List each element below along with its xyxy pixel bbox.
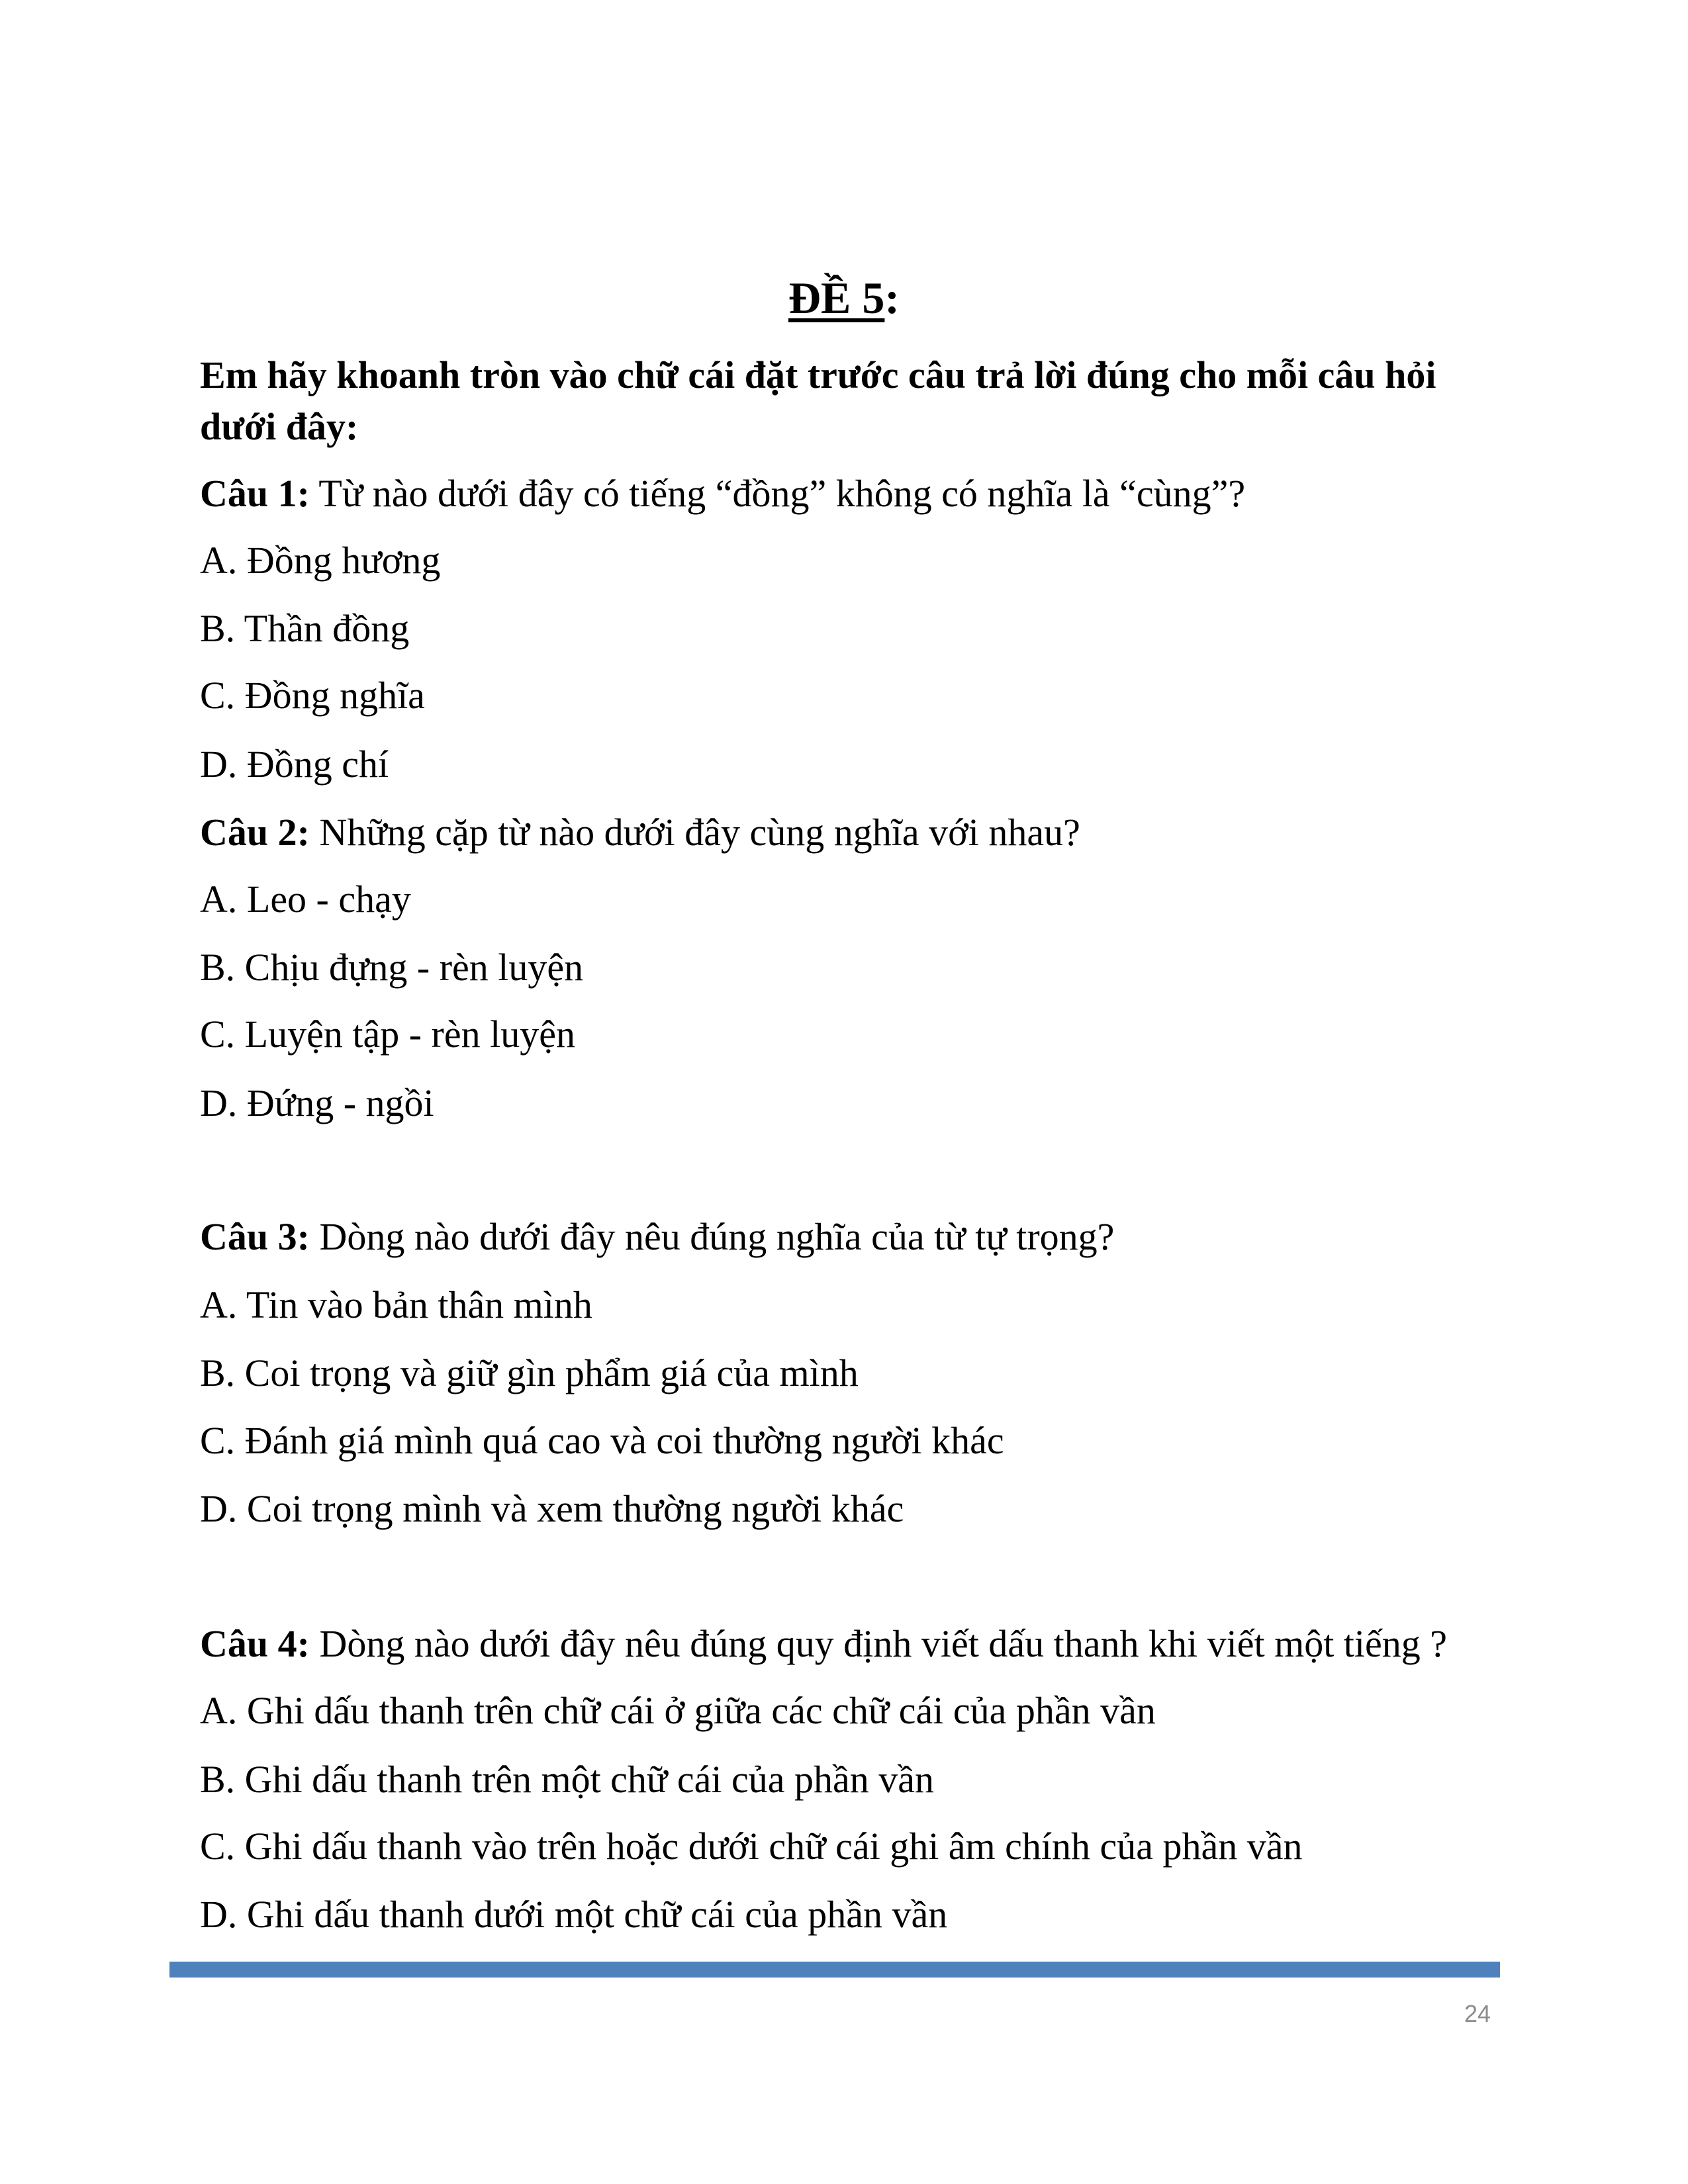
page-number: 24 xyxy=(1464,2000,1491,2027)
answer-option[interactable]: C. Ghi dấu thanh vào trên hoặc dưới chữ cái ghi âm chính của phần vần xyxy=(200,1825,1303,1868)
answer-option[interactable]: D. Ghi dấu thanh dưới một chữ cái của phần vần xyxy=(200,1893,948,1936)
question-label: Câu 4: xyxy=(200,1622,310,1665)
question-text: Dòng nào dưới đây nêu đúng nghĩa của từ tự trọng? xyxy=(309,1215,1115,1258)
answer-option[interactable]: A. Đồng hương xyxy=(200,539,441,582)
question-1 xyxy=(200,471,1245,517)
answer-option[interactable]: C. Đồng nghĩa xyxy=(200,674,425,717)
answer-option[interactable]: A. Tin vào bản thân mình xyxy=(200,1283,592,1326)
answer-option[interactable]: C. Đánh giá mình quá cao và coi thường người khác xyxy=(200,1419,1004,1462)
question-2 xyxy=(200,809,1080,856)
answer-option[interactable]: B. Thần đồng xyxy=(200,607,410,650)
question-text: Dòng nào dưới đây nêu đúng quy định viết dấu thanh khi viết một tiếng ? xyxy=(309,1622,1448,1665)
page-title: ĐỀ 5: xyxy=(788,273,900,323)
answer-option[interactable]: D. Đứng - ngồi xyxy=(200,1081,434,1124)
question-text: Từ nào dưới đây có tiếng “đồng” không có nghĩa là “cùng”? xyxy=(309,472,1246,515)
answer-option[interactable]: A. Ghi dấu thanh trên chữ cái ở giữa các chữ cái của phần vần xyxy=(200,1689,1156,1732)
question-label: Câu 2: xyxy=(200,811,310,854)
answer-option[interactable]: B. Chịu đựng - rèn luyện xyxy=(200,946,584,989)
question-3 xyxy=(200,1214,1114,1260)
answer-option[interactable]: D. Đồng chí xyxy=(200,743,389,786)
answer-option[interactable]: B. Coi trọng và giữ gìn phẩm giá của mình xyxy=(200,1351,859,1394)
answer-option[interactable]: B. Ghi dấu thanh trên một chữ cái của phần vần xyxy=(200,1758,934,1801)
answer-option[interactable]: D. Coi trọng mình và xem thường người khác xyxy=(200,1487,904,1530)
question-text: Những cặp từ nào dưới đây cùng nghĩa với nhau? xyxy=(309,811,1080,854)
answer-option[interactable]: C. Luyện tập - rèn luyện xyxy=(200,1013,575,1056)
instruction-line-2: dưới đây: xyxy=(200,405,359,448)
footer-rule xyxy=(169,1962,1500,1978)
question-label: Câu 3: xyxy=(200,1215,310,1258)
answer-option[interactable]: A. Leo - chạy xyxy=(200,878,411,921)
question-4 xyxy=(200,1621,1447,1667)
instruction-line-1: Em hãy khoanh tròn vào chữ cái đặt trước câu trả lời đúng cho mỗi câu hỏi xyxy=(200,353,1436,396)
question-label: Câu 1: xyxy=(200,472,310,515)
